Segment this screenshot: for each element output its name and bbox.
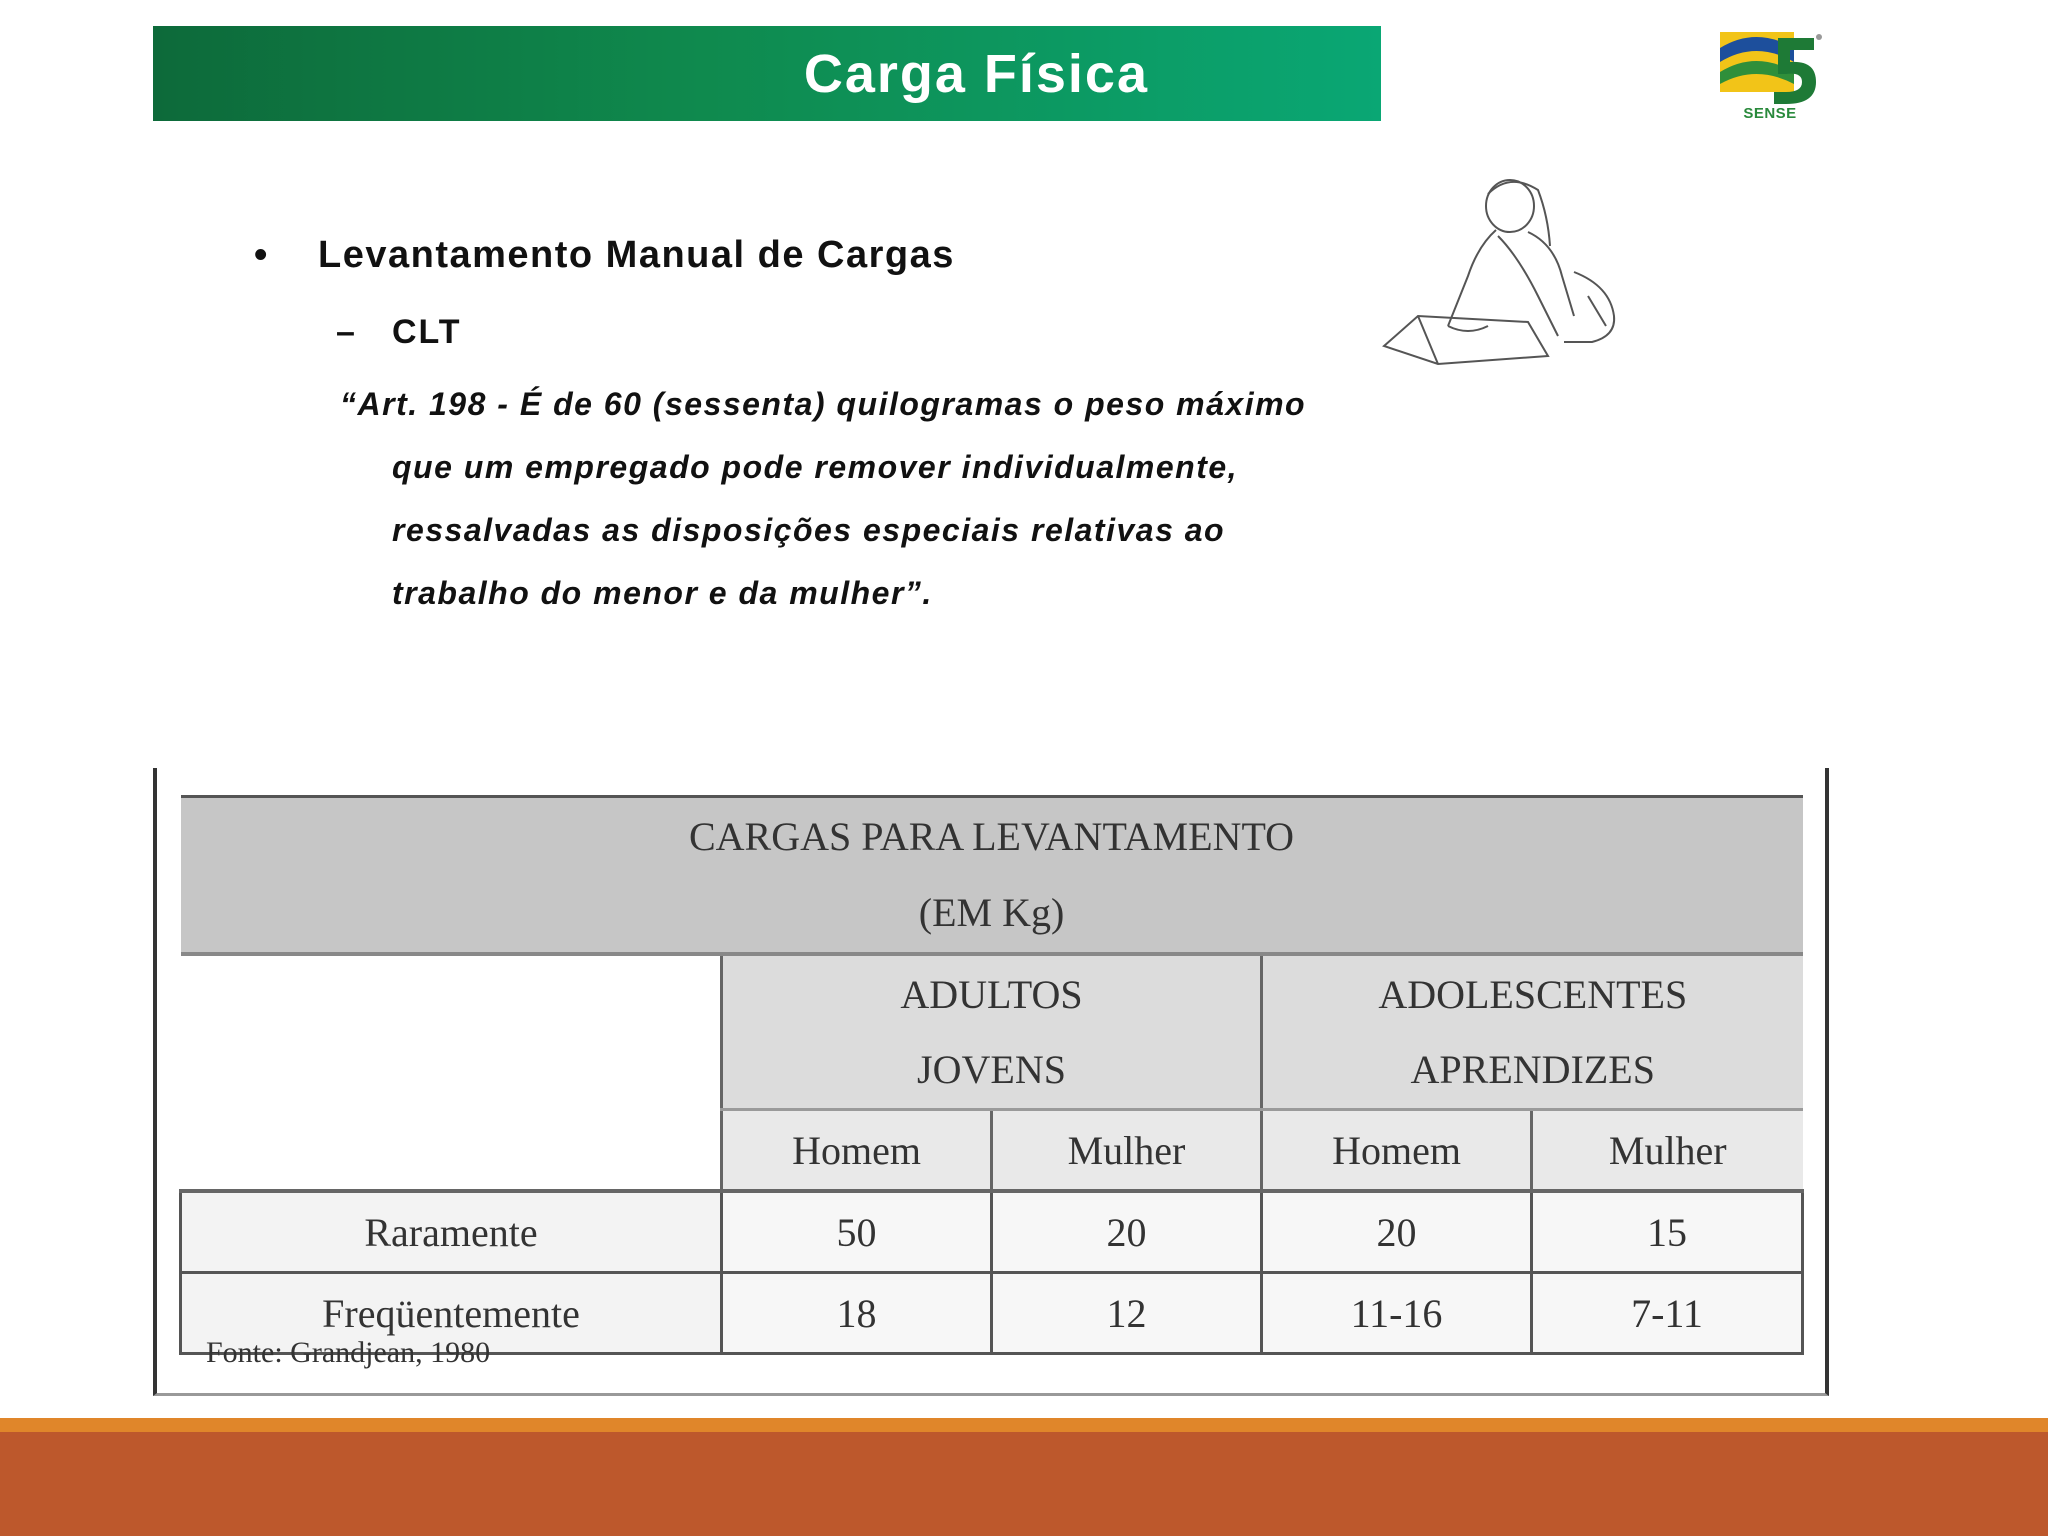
group-header-row xyxy=(181,954,1803,1110)
group-header-line2: APRENDIZES xyxy=(1410,1047,1655,1092)
empty-cell xyxy=(181,1110,722,1192)
table-cell: 12 xyxy=(992,1273,1262,1354)
table-title xyxy=(181,797,1803,955)
sex-header-row xyxy=(181,1110,1803,1192)
logo-text: SENSE xyxy=(1743,105,1797,122)
loads-table xyxy=(179,795,1804,1355)
quote-line: trabalho do menor e da mulher”. xyxy=(392,575,933,611)
table-cell: 15 xyxy=(1532,1191,1803,1273)
table-row xyxy=(181,1191,1803,1273)
bullet-marker: • xyxy=(254,234,269,276)
bullet-item xyxy=(254,234,955,277)
bullet-text: Levantamento Manual de Cargas xyxy=(318,234,955,276)
table-cell: 20 xyxy=(992,1191,1262,1273)
table-cell: 7-11 xyxy=(1532,1273,1803,1354)
group-header-line2: JOVENS xyxy=(917,1047,1066,1092)
group-header-line1: ADOLESCENTES xyxy=(1378,972,1688,1017)
table-cell: 20 xyxy=(1262,1191,1532,1273)
person-lifting-load-icon xyxy=(1378,176,1624,372)
law-quote xyxy=(340,378,1660,630)
slide-title: Carga Física xyxy=(803,43,1149,104)
table-source: Fonte: Grandjean, 1980 xyxy=(206,1336,491,1369)
quote-line: que um empregado pode remover individualmente, xyxy=(392,449,1239,485)
bottom-bar xyxy=(0,1418,2048,1536)
sex-header: Homem xyxy=(1262,1110,1532,1192)
table-cell: 11-16 xyxy=(1262,1273,1532,1354)
title-band xyxy=(153,26,1381,121)
table-cell: 18 xyxy=(722,1273,992,1354)
group-header-adolescents xyxy=(1262,954,1803,1110)
sub-bullet-marker: – xyxy=(336,313,357,351)
table-cell: 50 xyxy=(722,1191,992,1273)
sex-header: Homem xyxy=(722,1110,992,1192)
sense-logo-icon xyxy=(1716,28,1824,124)
row-label: Freqüentemente xyxy=(181,1273,722,1354)
sex-header: Mulher xyxy=(992,1110,1262,1192)
quote-line: ressalvadas as disposições especiais relativas ao xyxy=(392,512,1226,548)
row-label: Raramente xyxy=(181,1191,722,1273)
table-title-line2: (EM Kg) xyxy=(918,890,1065,935)
sex-header: Mulher xyxy=(1532,1110,1803,1192)
table-title-line1: CARGAS PARA LEVANTAMENTO xyxy=(688,814,1295,859)
quote-line: “Art. 198 - É de 60 (sessenta) quilogramas o peso máximo xyxy=(340,386,1307,422)
empty-cell xyxy=(181,954,722,1110)
group-header-line1: ADULTOS xyxy=(900,972,1083,1017)
sub-bullet-text: CLT xyxy=(392,313,462,351)
bottom-stripe xyxy=(0,1418,2048,1432)
table-title-row xyxy=(181,797,1803,955)
group-header-adults xyxy=(722,954,1262,1110)
sub-bullet-item xyxy=(336,313,462,352)
